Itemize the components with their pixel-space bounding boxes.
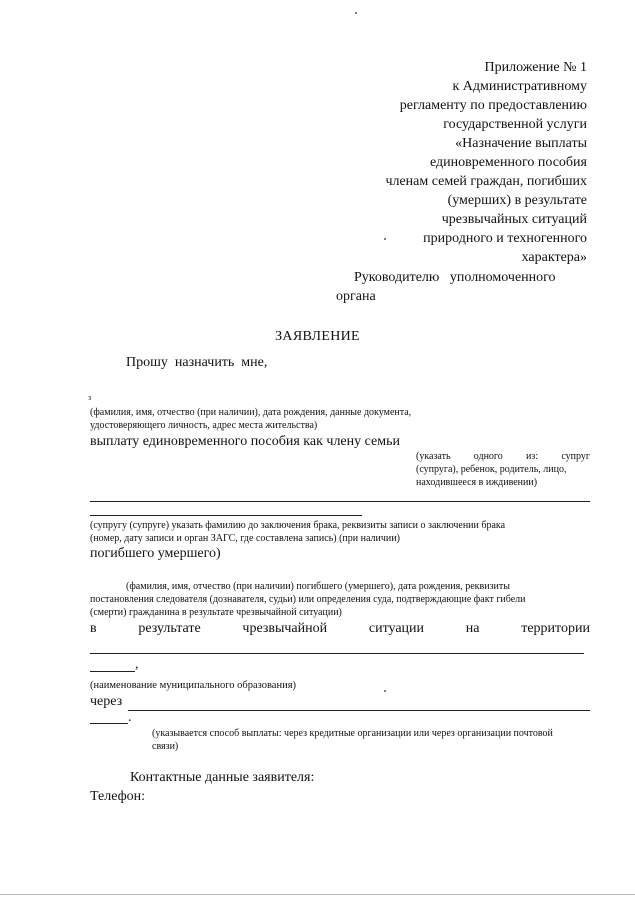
appendix-line: (умерших) в результате bbox=[447, 193, 587, 208]
recipient-line-2: органа bbox=[336, 289, 376, 304]
appendix-line: государственной услуги bbox=[443, 117, 587, 132]
fill-line-payment-method-end[interactable] bbox=[90, 723, 128, 724]
member-hint-word: одного bbox=[473, 451, 503, 462]
via-label: через bbox=[90, 694, 123, 709]
member-hint-line-1 bbox=[416, 450, 590, 463]
scan-speck bbox=[384, 690, 386, 692]
contacts-heading: Контактные данные заявителя: bbox=[130, 770, 315, 785]
appendix-line: «Назначение выплаты bbox=[455, 136, 587, 151]
appendix-line: единовременного пособия bbox=[429, 155, 587, 170]
phone-label: Телефон: bbox=[90, 789, 146, 804]
appendix-header bbox=[287, 58, 587, 267]
appendix-line: к Административному bbox=[452, 79, 587, 94]
fill-line-spouse[interactable] bbox=[90, 515, 362, 516]
payment-line: выплату единовременного пособия как члену семьи bbox=[90, 434, 400, 449]
applicant-hint-line-2: удостоверяющего личность, адрес места жительства) bbox=[90, 420, 318, 431]
applicant-hint bbox=[90, 406, 560, 432]
payment-method-hint bbox=[152, 727, 592, 753]
emergency-word: чрезвычайной bbox=[242, 621, 328, 636]
appendix-line: характера» bbox=[521, 250, 587, 265]
period-mark: . bbox=[128, 710, 132, 725]
recipient-block bbox=[336, 268, 556, 306]
spouse-hint-line-1: (супругу (супруге) указать фамилию до заключения брака, реквизиты записи о заключении брака bbox=[90, 520, 506, 531]
spouse-hint-line-2: (номер, дату записи и орган ЗАГС, где составлена запись) (при наличии) bbox=[90, 533, 400, 544]
member-hint-word: (указать bbox=[416, 451, 451, 462]
fill-line-territory[interactable] bbox=[90, 653, 584, 654]
recipient-line-1: Руководителю уполномоченного bbox=[354, 270, 556, 285]
municipality-hint: (наименование муниципального образования) bbox=[90, 680, 297, 691]
member-hint-line-3: находившееся в иждивении) bbox=[416, 477, 538, 488]
payment-method-hint-line-2: связи) bbox=[152, 741, 179, 752]
scan-speck bbox=[384, 238, 386, 240]
emergency-word: на bbox=[465, 621, 480, 636]
fill-line-member[interactable] bbox=[90, 501, 590, 502]
member-hint-line-2: (супруга), ребенок, родитель, лицо, bbox=[416, 464, 567, 475]
appendix-line: членам семей граждан, погибших bbox=[385, 174, 587, 189]
fill-line-payment-method[interactable] bbox=[128, 710, 590, 711]
document-title: ЗАЯВЛЕНИЕ bbox=[275, 329, 360, 344]
applicant-hint-line-1: (фамилия, имя, отчество (при наличии), дата рождения, данные документа, bbox=[90, 407, 412, 418]
appendix-line: Приложение № 1 bbox=[484, 60, 587, 75]
emergency-word: ситуации bbox=[368, 621, 425, 636]
scan-speck bbox=[355, 12, 357, 14]
small-mark: з bbox=[88, 393, 92, 402]
appendix-line: природного и техногенного bbox=[423, 231, 587, 246]
appendix-line: регламенту по предоставлению bbox=[399, 98, 587, 113]
scan-edge bbox=[0, 894, 635, 895]
member-hint-word: супруг bbox=[561, 451, 590, 462]
emergency-word: результате bbox=[138, 621, 201, 636]
emergency-line bbox=[90, 621, 590, 637]
payment-method-hint-line-1: (указывается способ выплаты: через кредитные организации или через организации почтовой bbox=[152, 728, 553, 739]
spouse-hint bbox=[90, 519, 590, 545]
fill-line-territory-end[interactable] bbox=[90, 671, 135, 672]
deceased-hint-line-1: (фамилия, имя, отчество (при наличии) погибшего (умершего), дата рождения, реквизиты bbox=[126, 581, 510, 592]
appendix-line: чрезвычайных ситуаций bbox=[441, 212, 587, 227]
member-hint bbox=[416, 450, 590, 489]
deceased-hint bbox=[90, 580, 590, 619]
emergency-word: в bbox=[90, 621, 97, 636]
member-hint-word: из: bbox=[526, 451, 539, 462]
deceased-heading: погибшего умершего) bbox=[90, 546, 221, 561]
comma-mark: , bbox=[135, 657, 139, 672]
request-text: Прошу назначить мне, bbox=[126, 355, 268, 370]
deceased-hint-line-2: постановления следователя (дознавателя, судьи) или определения суда, подтверждающие факт гибели bbox=[90, 594, 526, 605]
deceased-hint-line-3: (смерти) гражданина в результате чрезвычайной ситуации) bbox=[90, 607, 342, 618]
emergency-word: территории bbox=[521, 621, 590, 636]
